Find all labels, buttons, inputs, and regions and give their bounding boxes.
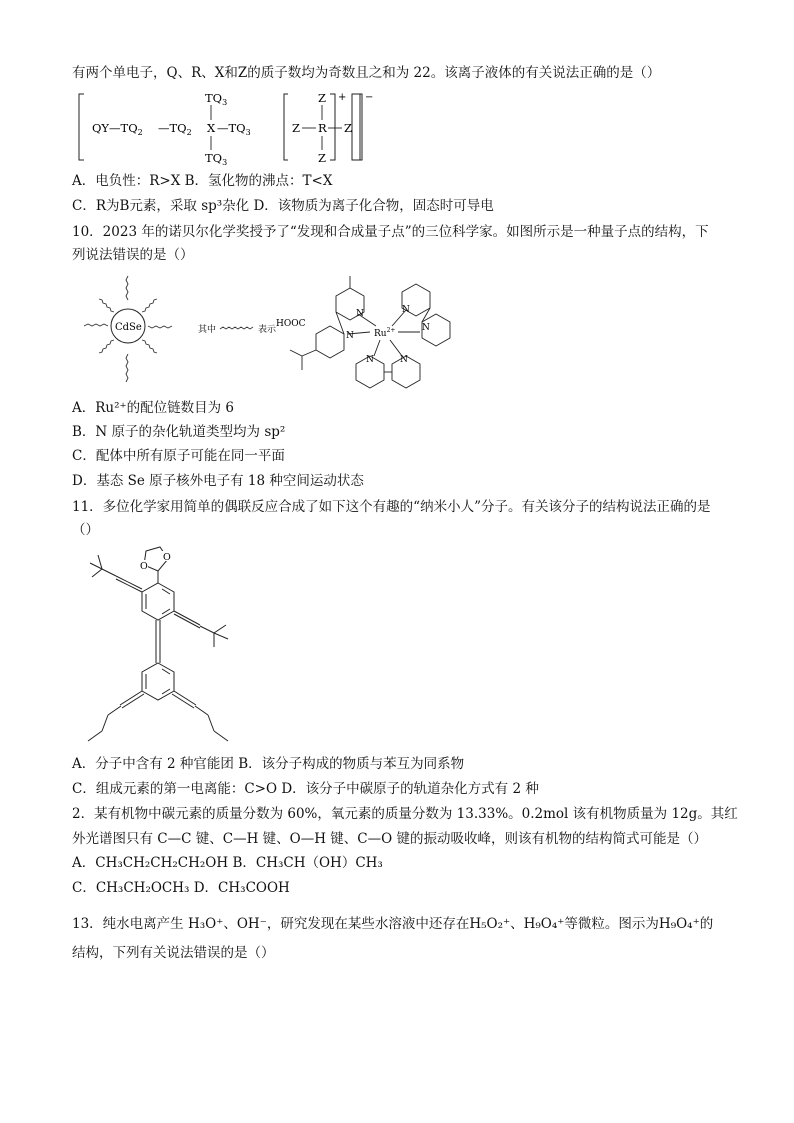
anion-z-top: Z [318, 91, 326, 105]
cation-right: $—TQ_3$ [217, 121, 251, 137]
oxygen-label-2: O [163, 552, 171, 563]
cation-top: $TQ_3$ [205, 91, 228, 107]
legend-prefix: 其中 [198, 325, 217, 335]
cdse-label: CdSe [115, 322, 142, 333]
q11-stem-2: （） [72, 522, 99, 538]
q11-options-cd: C．组成元素的第一电离能：C>O D．该分子中碳原子的轨道杂化方式有 2 种 [72, 781, 539, 797]
q13-stem-part3: 的 [699, 916, 714, 932]
q11-nanoputian-molecule [78, 545, 248, 750]
q10-option-c: C．配体中所有原子可能在同一平面 [72, 448, 285, 464]
n-label-5: N [366, 355, 374, 365]
q12-stem-2: 外光谱图只有 C—C 键、C—H 键、O—H 键、C—O 键的振动吸收峰，则该有机物的结构简式可能是（） [72, 831, 707, 847]
cation-x: X [207, 121, 216, 135]
n-label-4: N [422, 323, 430, 333]
n-label-2: N [356, 309, 364, 319]
q10-option-b: B．N 原子的杂化轨道类型均为 sp² [72, 424, 286, 440]
q10-stem-1: 10．2023 年的诺贝尔化学奖授予了“发现和合成量子点”的三位科学家。如图所示是一种量子点的结构，下 [72, 224, 709, 240]
q10-stem-2: 列说法错误的是（） [72, 247, 194, 263]
legend-suffix: 表示 [258, 325, 277, 335]
oxygen-label-1: O [140, 561, 148, 572]
q13-stem-part1: 13．纯水电离产生 H₃O⁺、OH⁻，研究发现在某些水溶液中还存在 [72, 916, 470, 932]
n-label-1: N [346, 331, 354, 341]
q10-quantum-dot-figure [80, 270, 470, 395]
q11-stem-1: 11．多位化学家用简单的偶联反应合成了如下这个有趣的“纳米小人”分子。有关该分子的结构说法正确的是 [72, 499, 711, 515]
q9-options-cd: C．R为B元素，采取 sp³杂化 D．该物质为离子化合物，固态时可导电 [72, 198, 494, 214]
anion-charge: − [365, 92, 374, 103]
q13-species-h9o4-ref: H₉O₄⁺ [658, 916, 700, 932]
anion-z-left: Z [292, 121, 300, 135]
q13-species-h5o2: H₅O₂⁺ [469, 916, 511, 932]
q10-option-d: D．基态 Se 原子核外电子有 18 种空间运动状态 [72, 473, 364, 489]
q12-options-ab: A．CH₃CH₂CH₂CH₂OH B．CH₃CH（OH）CH₃ [72, 855, 383, 871]
n-label-6: N [400, 355, 408, 365]
anion-z-right: Z [344, 121, 352, 135]
q13-stem-2: 结构，下列有关说法错误的是（） [72, 945, 275, 961]
q9-options-ab: A．电负性：R>X B．氢化物的沸点：T<X [72, 173, 333, 189]
q12-options-cd: C．CH₃CH₂OCH₃ D．CH₃COOH [72, 880, 290, 896]
q10-option-a: A．Ru²⁺的配位链数目为 6 [72, 400, 235, 416]
cation-mid: $—TQ_2$ [158, 121, 192, 137]
anion-z-bottom: Z [318, 151, 326, 165]
q13-stem-1 [72, 914, 713, 934]
cation-charge: + [338, 92, 347, 103]
q12-stem-1: 2．某有机物中碳元素的质量分数为 60%，氧元素的质量分数为 13.33%。0.2mol 该有机物质量为 12g。其红 [72, 806, 738, 822]
q9-anion [282, 88, 374, 166]
quantum-dot [84, 276, 172, 382]
q13-species-h9o4: H₉O₄⁺ [523, 916, 565, 932]
ru-label: $Ru^{2+}$ [374, 327, 396, 339]
q13-stem-part2: 等微粒。图示为 [564, 916, 659, 932]
q11-options-ab: A．分子中含有 2 种官能团 B．该分子构成的物质与苯互为同系物 [72, 756, 465, 772]
wavy-line-icon [220, 327, 253, 329]
cation-bottom: $TQ_3$ [205, 151, 228, 166]
anion-center: R [318, 121, 327, 135]
q13-sep: 、 [510, 916, 524, 932]
cation-left: $QY—TQ_2$ [92, 121, 143, 137]
q9-stem: 有两个单电子，Q、R、X和Z的质子数均为奇数且之和为 22。该离子液体的有关说法正确的是（） [72, 65, 661, 81]
n-label-3: N [402, 305, 410, 315]
hooc-label: HOOC [276, 319, 306, 329]
